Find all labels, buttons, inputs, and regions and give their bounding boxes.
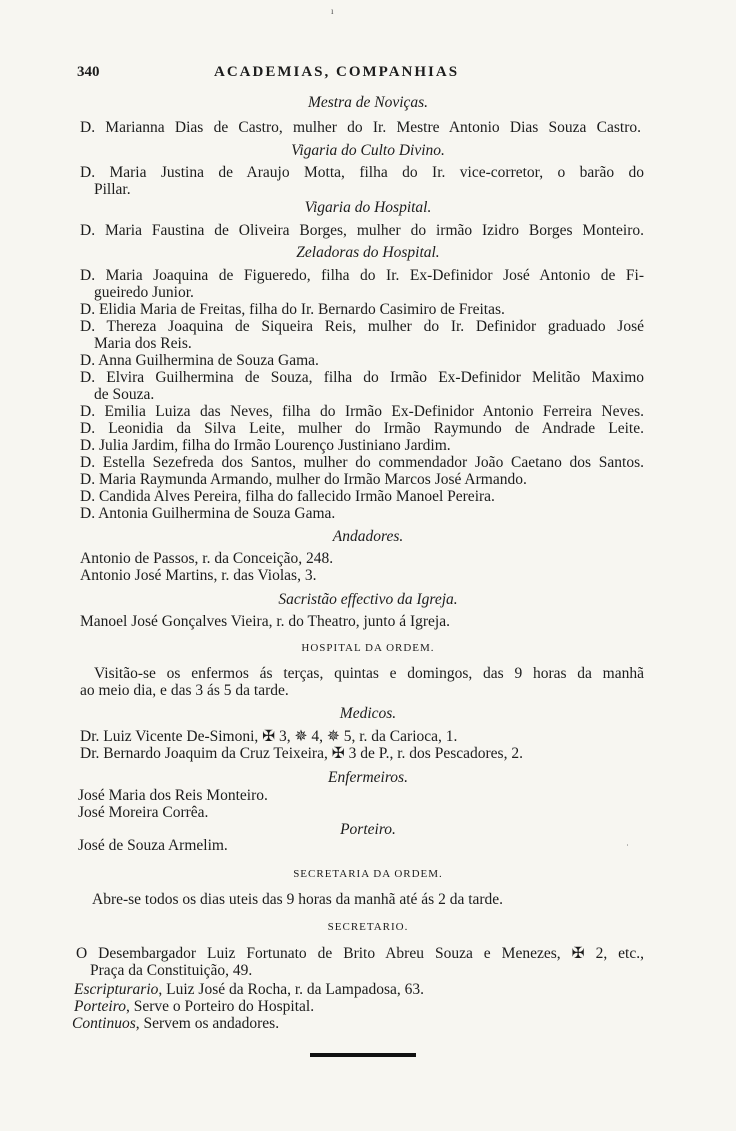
continuos-label: Continuos — [72, 1015, 136, 1032]
secretario-line: O Desembargador Luiz Fortunato de Brito Abreu Souza e Menezes, ✠ 2, etc., — [76, 945, 644, 962]
enfermeiro-line: José Moreira Corrêa. — [78, 804, 209, 821]
porteiro-label: Porteiro — [74, 998, 126, 1015]
entry-mestra: D. Marianna Dias de Castro, mulher do Ir. Mestre Antonio Dias Souza Castro. — [80, 119, 641, 136]
entry-porteiro: José de Souza Armelim. — [78, 837, 228, 854]
zeladora-line: D. Leonidia da Silva Leite, mulher do Irmão Raymundo de Andrade Leite. — [80, 420, 644, 437]
scan-mark: ˙ — [626, 843, 629, 853]
andador-line: Antonio de Passos, r. da Conceição, 248. — [80, 550, 334, 567]
heading-vigaria-hospital: Vigaria do Hospital. — [304, 199, 432, 216]
escripturario-line — [74, 981, 424, 998]
scan-mark: ı — [331, 6, 334, 16]
zeladora-line: D. Maria Joaquina de Figueredo, filha do Ir. Ex-Definidor José Antonio de Fi- — [80, 267, 644, 284]
andador-line: Antonio José Martins, r. das Violas, 3. — [80, 567, 317, 584]
heading-enfermeiros: Enfermeiros. — [328, 769, 408, 786]
heading-sacristao: Sacristão effectivo da Igreja. — [278, 591, 458, 608]
zeladora-line: Maria dos Reis. — [94, 335, 192, 352]
hospital-hours: Visitão-se os enfermos ás terças, quintas e domingos, das 9 horas da manhã — [94, 665, 644, 682]
heading-hospital: HOSPITAL DA ORDEM. — [301, 642, 435, 654]
medico-line: Dr. Bernardo Joaquim da Cruz Teixeira, ✠ 3 de P., r. dos Pescadores, 2. — [80, 745, 523, 762]
zeladora-line: de Souza. — [94, 386, 155, 403]
entry-vigaria-culto: D. Maria Justina de Araujo Motta, filha do Ir. vice-corretor, o barão do — [80, 164, 644, 181]
heading-secretaria: SECRETARIA DA ORDEM. — [293, 868, 443, 880]
entry-vigaria-culto-cont: Pillar. — [94, 181, 131, 198]
heading-mestra: Mestra de Noviças. — [307, 94, 429, 111]
porteiro-text: , Serve o Porteiro do Hospital. — [125, 998, 315, 1015]
hospital-hours-cont: ao meio dia, e das 3 ás 5 da tarde. — [80, 682, 289, 699]
heading-porteiro: Porteiro. — [340, 821, 396, 838]
porteiro-secretaria-line — [74, 998, 314, 1015]
zeladora-line: D. Julia Jardim, filha do Irmão Lourenço Justiniano Jardim. — [80, 437, 451, 454]
zeladora-line: gueiredo Junior. — [94, 284, 194, 301]
enfermeiro-line: José Maria dos Reis Monteiro. — [78, 787, 268, 804]
heading-secretario: SECRETARIO. — [327, 921, 409, 933]
secretario-line-cont: Praça da Constituição, 49. — [90, 962, 253, 979]
escripturario-text: , Luiz José da Rocha, r. da Lampadosa, 63. — [158, 981, 424, 998]
zeladora-line: D. Elidia Maria de Freitas, filha do Ir. Bernardo Casimiro de Freitas. — [80, 301, 505, 318]
heading-andadores: Andadores. — [332, 528, 404, 545]
secretaria-hours: Abre-se todos os dias uteis das 9 horas da manhã até ás 2 da tarde. — [92, 891, 504, 908]
continuos-text: , Servem os andadores. — [135, 1015, 280, 1032]
zeladora-line: D. Thereza Joaquina de Siqueira Reis, mulher do Ir. Definidor graduado José — [80, 318, 644, 335]
end-rule — [310, 1053, 416, 1057]
zeladora-line: D. Antonia Guilhermina de Souza Gama. — [80, 505, 336, 522]
entry-sacristao: Manoel José Gonçalves Vieira, r. do Theatro, junto á Igreja. — [80, 613, 450, 630]
running-title: ACADEMIAS, COMPANHIAS — [214, 64, 460, 80]
medico-line: Dr. Luiz Vicente De-Simoni, ✠ 3, ✵ 4, ✵ 5, r. da Carioca, 1. — [80, 728, 458, 745]
zeladora-line: D. Emilia Luiza das Neves, filha do Irmão Ex-Definidor Antonio Ferreira Neves. — [80, 403, 644, 420]
continuos-line — [72, 1015, 279, 1032]
zeladora-line: D. Maria Raymunda Armando, mulher do Irmão Marcos José Armando. — [80, 471, 527, 488]
zeladora-line: D. Elvira Guilhermina de Souza, filha do Irmão Ex-Definidor Melitão Maximo — [80, 369, 644, 386]
zeladora-line: D. Anna Guilhermina de Souza Gama. — [80, 352, 319, 369]
zeladora-line: D. Estella Sezefreda dos Santos, mulher do commendador João Caetano dos Santos. — [80, 454, 644, 471]
escripturario-label: Escripturario — [74, 981, 159, 998]
zeladora-line: D. Candida Alves Pereira, filha do fallecido Irmão Manoel Pereira. — [80, 488, 495, 505]
heading-vigaria-culto: Vigaria do Culto Divino. — [291, 142, 445, 159]
heading-medicos: Medicos. — [339, 705, 397, 722]
heading-zeladoras: Zeladoras do Hospital. — [296, 244, 440, 261]
entry-vigaria-hospital: D. Maria Faustina de Oliveira Borges, mulher do irmão Izidro Borges Monteiro. — [80, 222, 644, 239]
page-number: 340 — [77, 64, 100, 80]
